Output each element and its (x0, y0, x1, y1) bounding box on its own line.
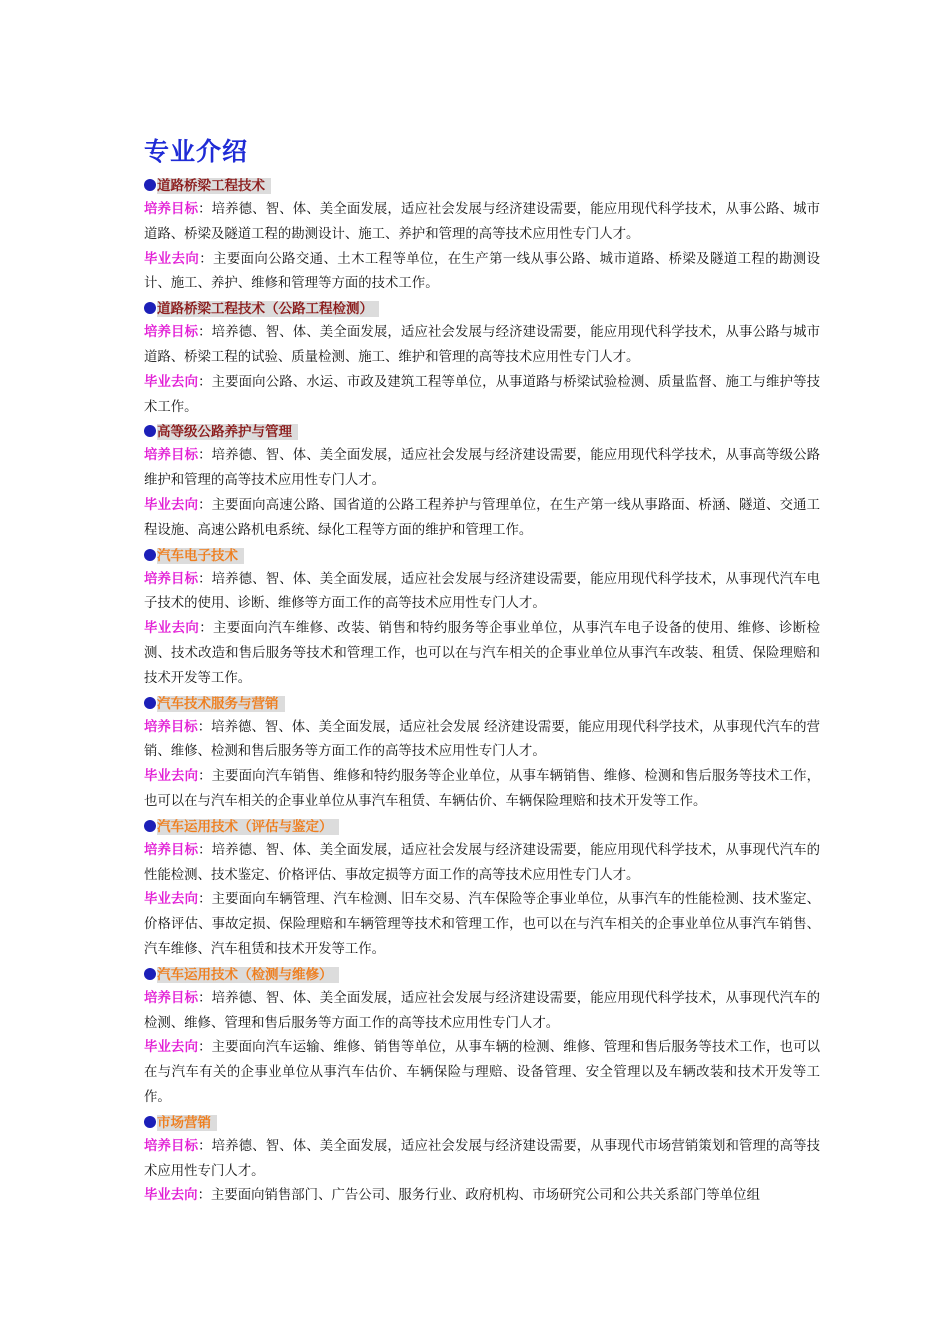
goal-label: 培养目标 (144, 842, 199, 858)
goal-label: 培养目标 (144, 202, 199, 217)
major-section (144, 692, 820, 815)
bullet-dot-icon (144, 1116, 156, 1128)
major-name: 市场营销 (157, 1115, 217, 1131)
career-paragraph: 毕业去向：主要面向车辆管理、汽车检测、旧车交易、汽车保险等企事业单位，从事汽车的性能检测、技术鉴定、价格评估、事故定损、保险理赔和车辆管理等技术和管理工作，也可以在与汽车相关的企事业单位从事汽车销售、汽车维修、汽车租赁和技术开发等工作。 (144, 892, 820, 957)
major-name: 汽车运用技术（评估与鉴定） (157, 819, 339, 835)
career-label: 毕业去向 (144, 497, 199, 513)
major-name: 汽车电子技术 (157, 548, 244, 564)
goal-paragraph: 培养目标：培养德、智、体、美全面发展，适应社会发展与经济建设需要，从事现代市场营销策划和管理的高等技术应用性专门人才。 (144, 1138, 820, 1179)
career-paragraph: 毕业去向：主要面向高速公路、国省道的公路工程养护与管理单位，在生产第一线从事路面、桥涵、隧道、交通工程设施、高速公路机电系统、绿化工程等方面的维护和管理工作。 (144, 497, 820, 538)
goal-paragraph: 培养目标：培养德、智、体、美全面发展，适应社会发展与经济建设需要，能应用现代科学技术，从事高等级公路维护和管理的高等技术应用性专门人才。 (144, 448, 820, 489)
bullet-dot-icon (144, 968, 156, 980)
bullet-dot-icon (144, 179, 156, 191)
major-section (144, 420, 820, 543)
major-name: 道路桥梁工程技术 (157, 178, 271, 194)
bullet-dot-icon (144, 549, 156, 561)
bullet-dot-icon (144, 425, 156, 437)
career-label: 毕业去向 (144, 769, 199, 785)
career-label: 毕业去向 (144, 251, 200, 267)
career-paragraph: 毕业去向：主要面向汽车销售、维修和特约服务等企业单位，从事车辆销售、维修、检测和售后服务等技术工作，也可以在与汽车相关的企事业单位从事汽车租赁、车辆估价、车辆保险理赔和技术开发等工作。 (144, 769, 820, 809)
goal-label: 培养目标 (144, 990, 199, 1006)
goal-label: 培养目标 (144, 325, 199, 341)
major-heading (144, 1111, 820, 1135)
bullet-dot-icon (144, 697, 156, 709)
major-name: 汽车运用技术（检测与维修） (157, 967, 339, 983)
major-heading (144, 174, 820, 198)
career-label: 毕业去向 (144, 1188, 198, 1204)
major-section (144, 815, 820, 963)
career-label: 毕业去向 (144, 621, 200, 637)
career-paragraph: 毕业去向：主要面向汽车维修、改装、销售和特约服务等企事业单位，从事汽车电子设备的使用、维修、诊断检测、技术改造和售后服务等技术和管理工作，也可以在与汽车相关的企事业单位从事汽车改装、租赁、保险理赔和技术开发等工作。 (144, 621, 820, 686)
goal-paragraph: 培养目标：培养德、智、体、美全面发展，适应社会发展 经济建设需要，能应用现代科学技术，从事现代汽车的营销、维修、检测和售后服务等方面工作的高等技术应用性专门人才。 (144, 719, 820, 760)
major-name: 汽车技术服务与营销 (157, 696, 285, 712)
page-title: 专业介绍 (144, 137, 249, 166)
career-paragraph: 毕业去向：主要面向公路、水运、市政及建筑工程等单位，从事道路与桥梁试验检测、质量监督、施工与维护等技术工作。 (144, 374, 820, 415)
major-name: 高等级公路养护与管理 (157, 424, 298, 440)
goal-paragraph: 培养目标：培养德、智、体、美全面发展，适应社会发展与经济建设需要，能应用现代科学技术，从事现代汽车的检测、维修、管理和售后服务等方面工作的高等技术应用性专门人才。 (144, 990, 820, 1031)
document-page (144, 134, 820, 1209)
goal-paragraph: 培养目标：培养德、智、体、美全面发展，适应社会发展与经济建设需要，能应用现代科学技术，从事现代汽车电子技术的使用、诊断、维修等方面工作的高等技术应用性专门人才。 (144, 571, 820, 612)
goal-label: 培养目标 (144, 719, 198, 735)
career-label: 毕业去向 (144, 892, 199, 908)
major-section (144, 1111, 820, 1209)
major-section (144, 297, 820, 420)
major-section (144, 174, 820, 297)
career-label: 毕业去向 (144, 374, 199, 390)
major-heading (144, 692, 820, 716)
major-section (144, 963, 820, 1111)
major-heading (144, 815, 820, 839)
bullet-dot-icon (144, 820, 156, 832)
goal-paragraph: 培养目标：培养德、智、体、美全面发展，适应社会发展与经济建设需要，能应用现代科学技术，从事公路、城市道路、桥梁及隧道工程的勘测设计、施工、养护和管理的高等技术应用性专门人才。 (144, 202, 820, 242)
major-heading (144, 297, 820, 321)
major-list (144, 174, 820, 1209)
goal-paragraph: 培养目标：培养德、智、体、美全面发展，适应社会发展与经济建设需要，能应用现代科学技术，从事现代汽车的性能检测、技术鉴定、价格评估、事故定损等方面工作的高等技术应用性专门人才。 (144, 842, 820, 883)
major-section (144, 544, 820, 692)
major-heading (144, 544, 820, 568)
goal-label: 培养目标 (144, 571, 199, 587)
goal-paragraph: 培养目标：培养德、智、体、美全面发展，适应社会发展与经济建设需要，能应用现代科学技术，从事公路与城市道路、桥梁工程的试验、质量检测、施工、维护和管理的高等技术应用性专门人才。 (144, 325, 820, 365)
major-name: 道路桥梁工程技术（公路工程检测） (157, 301, 379, 317)
career-paragraph: 毕业去向：主要面向公路交通、土木工程等单位，在生产第一线从事公路、城市道路、桥梁及隧道工程的勘测设计、施工、养护、维修和管理等方面的技术工作。 (144, 251, 820, 292)
career-paragraph: 毕业去向：主要面向销售部门、广告公司、服务行业、政府机构、市场研究公司和公共关系部门等单位组 (144, 1188, 760, 1204)
goal-label: 培养目标 (144, 1138, 199, 1154)
career-label: 毕业去向 (144, 1040, 199, 1056)
major-heading (144, 963, 820, 987)
bullet-dot-icon (144, 302, 156, 314)
career-paragraph: 毕业去向：主要面向汽车运输、维修、销售等单位，从事车辆的检测、维修、管理和售后服务等技术工作，也可以在与汽车有关的企事业单位从事汽车估价、车辆保险与理赔、设备管理、安全管理以及车辆改装和技术开发等工作。 (144, 1040, 820, 1105)
major-heading (144, 420, 820, 444)
goal-label: 培养目标 (144, 448, 199, 464)
